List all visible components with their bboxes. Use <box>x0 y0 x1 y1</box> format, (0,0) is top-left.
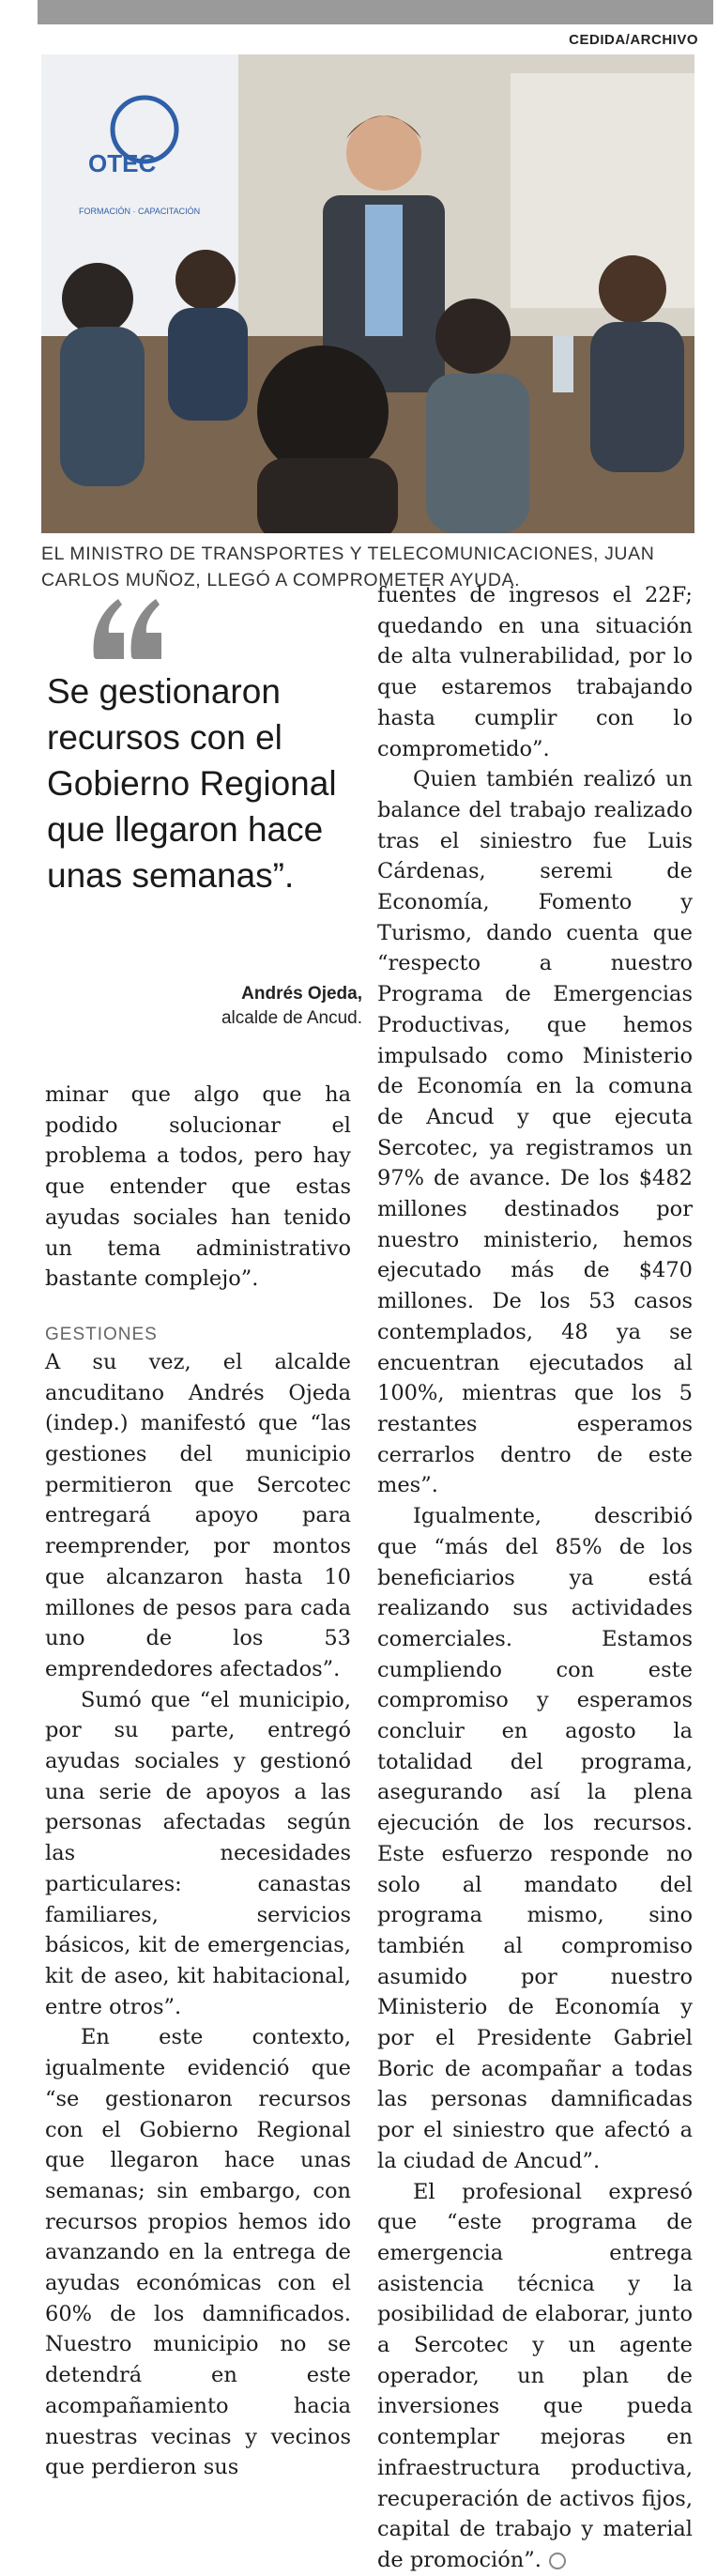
quote-author: Andrés Ojeda, <box>241 984 362 1004</box>
end-mark-icon <box>549 2553 566 2569</box>
photo-credit: CEDIDA/ARCHIVO <box>569 32 698 48</box>
section-subhead: GESTIONES <box>45 1324 158 1344</box>
quote-mark-icon <box>90 591 165 667</box>
article-column-right <box>377 580 693 2576</box>
quote-author-role: alcalde de Ancud. <box>221 1008 362 1028</box>
paragraph: minar que algo que ha podido solucionar el problema a todos, pero hay que entender que estas ayudas sociales han tenido un tema administrativo bastante complejo”. <box>45 1082 351 1292</box>
paragraph-text: El profesional expresó que “este programa de emergencia entrega asistencia técnica y la posibilidad de elaborar, junto a Sercotec y un agente operador, un plan de inversiones que pueda contemplar mejoras en infraestructura productiva, recuperación de activos fijos, capital de trabajo y material de promoción”. <box>377 2179 693 2572</box>
svg-text:OTEC: OTEC <box>88 149 157 177</box>
paragraph: Quien también realizó un balance del trabajo realizado tras el siniestro fue Luis Cárdenas, seremi de Economía, Fomento y Turismo, dando cuenta que “respecto a nuestro Programa de Emergencias Productivas, que hemos impulsado como Ministerio de Economía en la comuna de Ancud y que ejecuta Sercotec, ya registramos un 97% de avance. De los $482 millones destinados por nuestro ministerio, hemos ejecutado más de $470 millones. De los 53 casos contemplados, 48 ya se encuentran ejecutados al 100%, mientras que los 5 restantes esperamos cerrarlos dentro de este mes”. <box>377 767 693 1498</box>
photo-illustration <box>41 54 694 533</box>
paragraph: En este contexto, igualmente evidenció que “se gestionaron recursos con el Gobierno Regional que llegaron hace unas semanas; sin embargo, con recursos propios hemos ido avanzando en la entrega de ayudas económicas con el 60% de los damnificados. Nuestro municipio no se detendrá en este acompañamiento hacia nuestras vecinas y vecinos que perdieron sus <box>45 2025 351 2480</box>
paragraph: A su vez, el alcalde ancuditano Andrés Ojeda (indep.) manifestó que “las gestiones del municipio permitieron que Sercotec entregará apoyo para reemprender, por montos que alcanzaron hasta 10 millones de pesos para cada uno de los 53 emprendedores afectados”. <box>45 1349 351 1681</box>
paragraph: fuentes de ingresos el 22F; quedando en una situación de alta vulnerabilidad, por lo que estaremos trabajando hasta cumplir con lo comprometido”. <box>377 583 693 761</box>
photo-caption: EL MINISTRO DE TRANSPORTES Y TELECOMUNICACIONES, JUAN CARLOS MUÑOZ, LLEGÓ A COMPROMETER AYUDA. <box>41 544 655 590</box>
news-photo <box>41 54 694 533</box>
paragraph: Sumó que “el municipio, por su parte, entregó ayudas sociales y gestionó una serie de apoyos a las personas afectadas según las necesidades particulares: canastas familiares, servicios básicos, kit de emergencias, kit de aseo, kit habitacional, entre otros”. <box>45 1687 351 2019</box>
pull-quote: Se gestionaron recursos con el Gobierno Regional que llegaron hace unas semanas”. <box>47 672 337 895</box>
svg-text:FORMACIÓN · CAPACITACIÓN: FORMACIÓN · CAPACITACIÓN <box>79 207 201 216</box>
paragraph-final <box>377 2177 693 2576</box>
paragraph: Igualmente, describió que “más del 85% de los beneficiarios ya está realizando sus actividades comerciales. Estamos cumpliendo con este compromiso y esperamos concluir en agosto la totalidad del programa, asegurando así la plena ejecución de los recursos. Este esfuerzo responde no solo al mandato del programa mismo, sino también al compromiso asumido por nuestro Ministerio de Economía y por el Presidente Gabriel Boric de acompañar a todas las personas damnificadas por el siniestro que afectó a la ciudad de Ancud”. <box>377 1504 693 2173</box>
top-bar <box>38 0 713 24</box>
article-column-left <box>45 1080 351 2483</box>
